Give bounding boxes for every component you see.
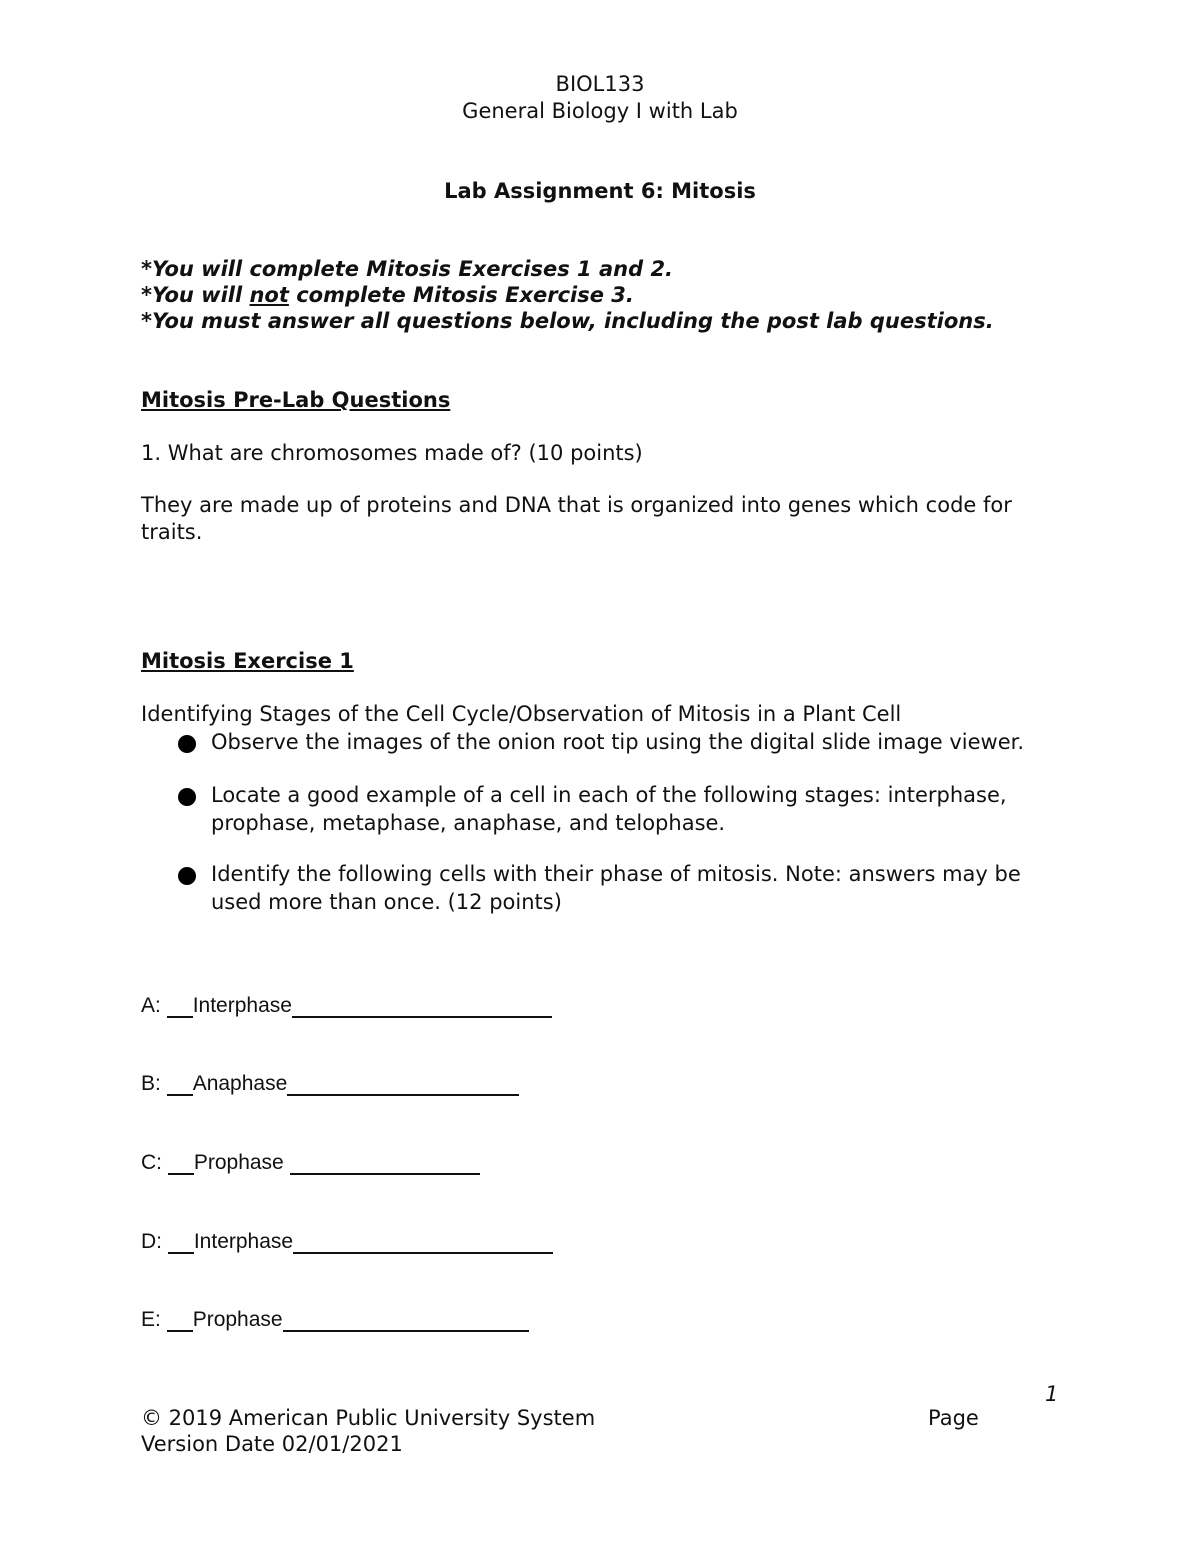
instruction-line-1: *You will complete Mitosis Exercises 1 and 2. xyxy=(141,257,674,281)
exercise1-bullet-3: Identify the following cells with their phase of mitosis. Note: answers may be used more than once. (12 points) xyxy=(211,862,1021,914)
page-number: 1 xyxy=(1045,1382,1059,1406)
answer-blank xyxy=(287,1073,519,1096)
answer-value[interactable]: Prophase xyxy=(193,1151,290,1174)
footer-copyright: © 2019 American Public University System xyxy=(141,1406,596,1430)
answer-blank-prefix xyxy=(167,995,193,1018)
answer-blank-prefix xyxy=(167,1073,193,1096)
instruction-line-2 xyxy=(141,283,634,307)
instruction-line-3: *You must answer all questions below, including the post lab questions. xyxy=(141,309,994,333)
answer-label: C: xyxy=(141,1151,168,1174)
instruction-line-2-suffix: complete Mitosis Exercise 3. xyxy=(288,283,634,307)
bullet-icon xyxy=(178,867,196,885)
exercise1-intro: Identifying Stages of the Cell Cycle/Observation of Mitosis in a Plant Cell xyxy=(141,702,902,726)
answer-row-c xyxy=(141,1151,480,1175)
answer-blank-prefix xyxy=(168,1152,194,1175)
footer-version: Version Date 02/01/2021 xyxy=(141,1432,403,1456)
prelab-question-1: 1. What are chromosomes made of? (10 points) xyxy=(141,441,643,465)
prelab-heading: Mitosis Pre-Lab Questions xyxy=(141,388,451,412)
answer-row-e xyxy=(141,1308,529,1332)
answer-label: B: xyxy=(141,1072,167,1095)
exercise1-bullet-2: Locate a good example of a cell in each of the following stages: interphase, prophase, metaphase, anaphase, and telophase. xyxy=(211,783,1007,835)
answer-label: E: xyxy=(141,1308,167,1331)
answer-blank-prefix xyxy=(167,1309,193,1332)
answer-blank xyxy=(293,1231,553,1254)
answer-value[interactable]: Interphase xyxy=(193,1230,294,1253)
answer-value[interactable]: Interphase xyxy=(192,994,292,1017)
answer-label: D: xyxy=(141,1230,168,1253)
assignment-title: Lab Assignment 6: Mitosis xyxy=(444,179,756,203)
course-name: General Biology I with Lab xyxy=(462,99,738,123)
bullet-icon xyxy=(178,788,196,806)
exercise1-heading: Mitosis Exercise 1 xyxy=(141,649,354,673)
answer-row-a xyxy=(141,994,552,1018)
instruction-line-2-prefix: *You will xyxy=(141,283,250,307)
answer-blank xyxy=(292,995,552,1018)
answer-blank-prefix xyxy=(168,1231,194,1254)
prelab-answer-1: They are made up of proteins and DNA that is organized into genes which code for traits. xyxy=(141,493,1012,544)
answer-blank xyxy=(290,1152,480,1175)
exercise1-bullet-1: Observe the images of the onion root tip using the digital slide image viewer. xyxy=(211,730,1025,754)
answer-label: A: xyxy=(141,994,167,1017)
course-code: BIOL133 xyxy=(555,72,645,96)
answer-value[interactable]: Prophase xyxy=(192,1308,283,1331)
instruction-line-2-emphasis: not xyxy=(249,283,289,307)
answer-row-d xyxy=(141,1230,553,1254)
footer-page-label: Page xyxy=(928,1406,979,1430)
answer-row-b xyxy=(141,1072,519,1096)
answer-value[interactable]: Anaphase xyxy=(192,1072,288,1095)
answer-blank xyxy=(283,1309,529,1332)
bullet-icon xyxy=(178,735,196,753)
